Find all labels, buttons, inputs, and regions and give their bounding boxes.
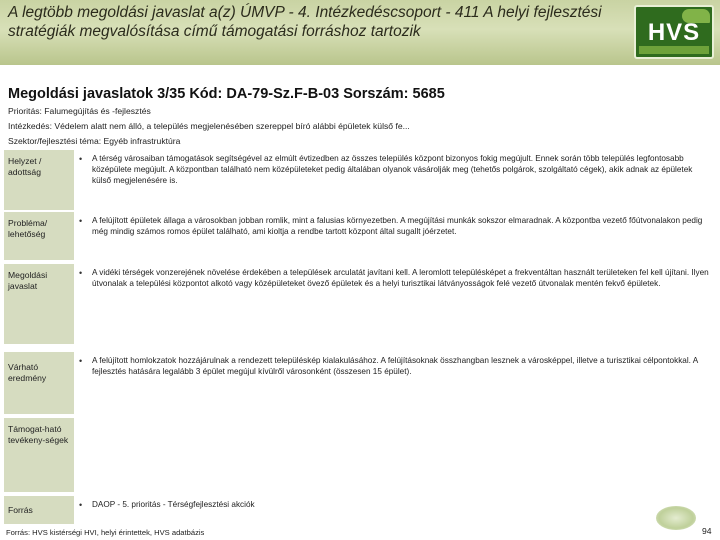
row-content: A térség városaiban támogatások segítségével az elmúlt évtizedben az összes település központ bizonyos fokig megújult. Ennek során több település legfontosabb középülete megújult. A központban található nem középületeket pedig általában olyanok vásárolják meg (tehetős polgárok, szolgáltató cégek), akik adnak az épületek külső megjelenésére is. [92, 154, 693, 185]
priority-line: Prioritás: Falumegújítás és -fejlesztés [8, 106, 151, 116]
table-row [0, 150, 720, 210]
row-label: Támogat-ható tevékeny-ségek [4, 418, 74, 492]
logo-text: HVS [647, 19, 701, 46]
footer-source: Forrás: HVS kistérségi HVI, helyi érintettek, HVS adatbázis [6, 528, 205, 537]
table-row [0, 496, 720, 524]
page-title: Megoldási javaslatok 3/35 Kód: DA-79-Sz.F-B-03 Sorszám: 5685 [8, 86, 445, 102]
logo-strip [639, 46, 709, 54]
row-label: Probléma/ lehetőség [4, 212, 74, 260]
row-content: A felújított homlokzatok hozzájárulnak a rendezett településkép kialakulásához. A felújításoknak összhangban lesznek a városképpel, illetve a turisztikai célpontokkal. A fejlesztés hatására legalább 3 épület megújul kívülről városonként (összesen 15 épület). [92, 356, 698, 376]
bullet-icon: • [79, 216, 83, 226]
hvs-logo [634, 5, 714, 59]
bullet-icon: • [79, 268, 83, 278]
table-row [0, 352, 720, 414]
table-row [0, 418, 720, 492]
row-content: A vidéki térségek vonzerejének növelése érdekében a települések arculatát javítani kell. A leromlott településképet a frekventáltan használt területeken fel kell újítani. Ilyen útvonalak a települési központot alkotó vagy középületeket övező épületek és a helyi turisztikai látványosságok felé vezető útvonalak mentén fekvő épületek. [92, 268, 709, 288]
row-content: DAOP - 5. prioritás - Térségfejlesztési akciók [92, 500, 255, 509]
table-row [0, 264, 720, 344]
page-header [0, 0, 720, 65]
bullet-icon: • [79, 500, 83, 510]
page-number: 94 [702, 526, 712, 536]
table-row [0, 212, 720, 260]
measure-line: Intézkedés: Védelem alatt nem álló, a település megjelenésében szereppel bíró alábbi épületek külső fe... [8, 121, 410, 131]
footer-logo-icon [656, 506, 696, 530]
sector-line: Szektor/fejlesztési téma: Egyéb infrastruktúra [8, 136, 181, 146]
row-label: Várható eredmény [4, 352, 74, 414]
row-label: Megoldási javaslat [4, 264, 74, 344]
row-label: Forrás [4, 496, 74, 524]
header-title: A legtöbb megoldási javaslat a(z) ÚMVP - 4. Intézkedéscsoport - 411 A helyi fejlesztési stratégiák megvalósítása című támogatási forráshoz tartozik [8, 4, 602, 40]
bullet-icon: • [79, 154, 83, 164]
bullet-icon: • [79, 356, 83, 366]
row-label: Helyzet / adottság [4, 150, 74, 210]
row-content: A felújított épületek állaga a városokban jobban romlik, mint a falusias környezetben. A megújítási munkák sokszor elmaradnak. A központba vezető főútvonalakon pedig még mindig számos romos épület található, ami kioltja a rendbe tartott központ által sugallt jóérzetet. [92, 216, 703, 236]
